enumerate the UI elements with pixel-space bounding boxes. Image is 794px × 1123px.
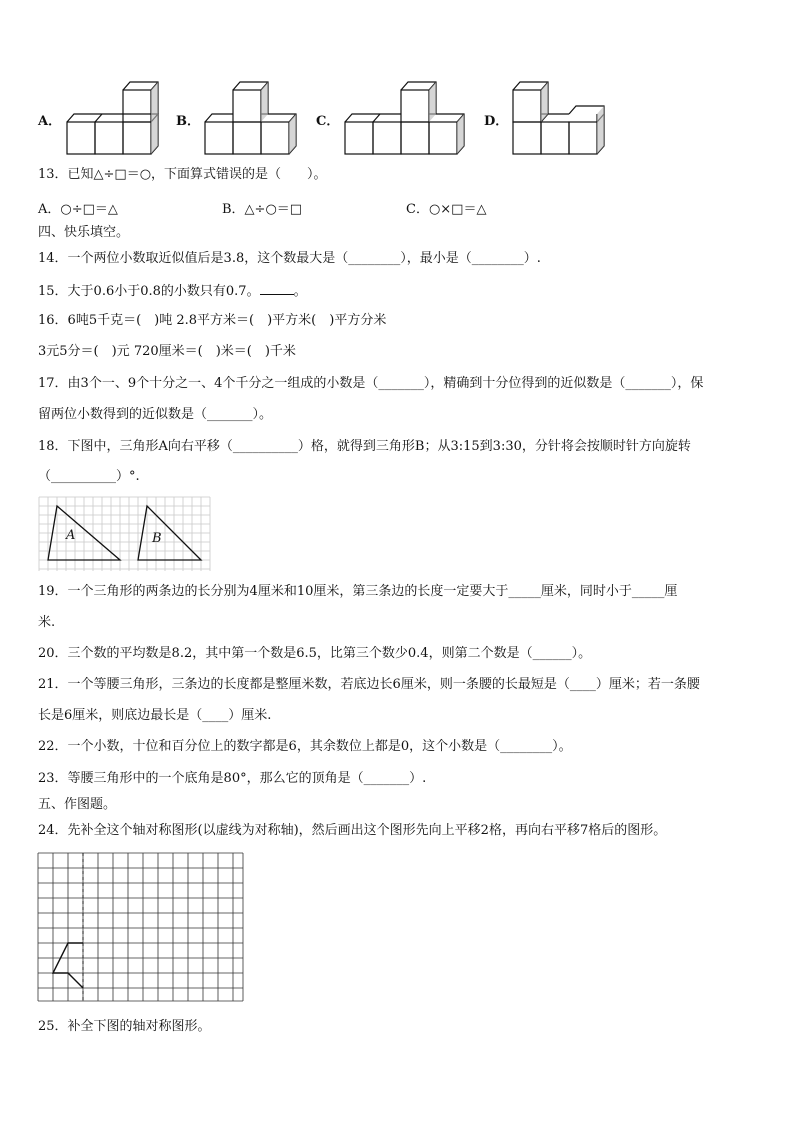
- q13-text: 13．已知△÷□＝○，下面算式错误的是（ ）。: [38, 167, 327, 182]
- option-c-label: C．: [316, 114, 340, 129]
- q13-option-b: B．△÷○＝□: [222, 202, 303, 217]
- q21-line2: 长是6厘米，则底边最长是（____）厘米.: [38, 708, 272, 723]
- q22-text: 22．一个小数，十位和百分位上的数字都是6，其余数位上都是0，这个小数是（________）。: [38, 739, 572, 754]
- q21-line1: 21．一个等腰三角形，三条边的长度都是整厘米数，若底边长6厘米，则一条腰的长最短是（____）厘米；若一条腰: [38, 677, 700, 692]
- section-4-title: 四、快乐填空。: [38, 225, 130, 240]
- q16-line1: 16．6吨5千克＝( )吨 2.8平方米＝( )平方米( )平方分米: [38, 313, 387, 328]
- q18-grid-figure: [38, 496, 216, 572]
- section-5-title: 五、作图题。: [38, 797, 117, 812]
- q15-blank: [260, 282, 294, 295]
- q15-statement: 15．大于0.6小于0.8的小数只有0.7。: [38, 284, 260, 299]
- q24-grid-figure: [37, 852, 245, 1004]
- q15-end: 。: [293, 284, 307, 299]
- q16-line2: 3元5分＝( )元 720厘米＝( )米＝( )千米: [38, 344, 296, 359]
- q18-line2: （__________）°.: [38, 469, 140, 484]
- cube-figure-a: [62, 80, 172, 160]
- q13-option-a: A．○÷□＝△: [38, 202, 118, 217]
- q18-line1: 18．下图中，三角形A向右平移（__________）格，就得到三角形B；从3:15到3:30，分针将会按顺时针方向旋转: [38, 439, 691, 454]
- option-b-label: B．: [176, 114, 200, 129]
- q24-text: 24．先补全这个轴对称图形(以虚线为对称轴)，然后画出这个图形先向上平移2格，再向右平移7格后的图形。: [38, 823, 667, 838]
- q23-text: 23．等腰三角形中的一个底角是80°，那么它的顶角是（_______）.: [38, 771, 427, 786]
- q20-text: 20．三个数的平均数是8.2，其中第一个数是6.5，比第三个数少0.4，则第二个数是（______）。: [38, 646, 592, 661]
- cube-figure-b: [200, 80, 310, 160]
- q13-option-c: C．○×□＝△: [406, 202, 487, 217]
- q15-text: [38, 282, 307, 301]
- cube-figure-d: [508, 80, 623, 160]
- q19-line1: 19．一个三角形的两条边的长分别为4厘米和10厘米，第三条边的长度一定要大于_____厘米，同时小于_____厘: [38, 584, 678, 599]
- triangle-a-label: A: [66, 528, 76, 543]
- option-a-label: A．: [38, 114, 62, 129]
- triangle-b-label: B: [152, 531, 162, 546]
- q19-line2: 米.: [38, 615, 56, 630]
- q17-line2: 留两位小数得到的近似数是（_______）。: [38, 407, 273, 422]
- q14-text: 14．一个两位小数取近似值后是3.8，这个数最大是（________），最小是（________）.: [38, 251, 541, 266]
- q25-text: 25．补全下图的轴对称图形。: [38, 1019, 211, 1034]
- cube-figure-c: [340, 80, 475, 160]
- option-d-label: D．: [484, 114, 509, 129]
- q17-line1: 17．由3个一、9个十分之一、4个千分之一组成的小数是（_______），精确到十分位得到的近似数是（_______），保: [38, 376, 704, 391]
